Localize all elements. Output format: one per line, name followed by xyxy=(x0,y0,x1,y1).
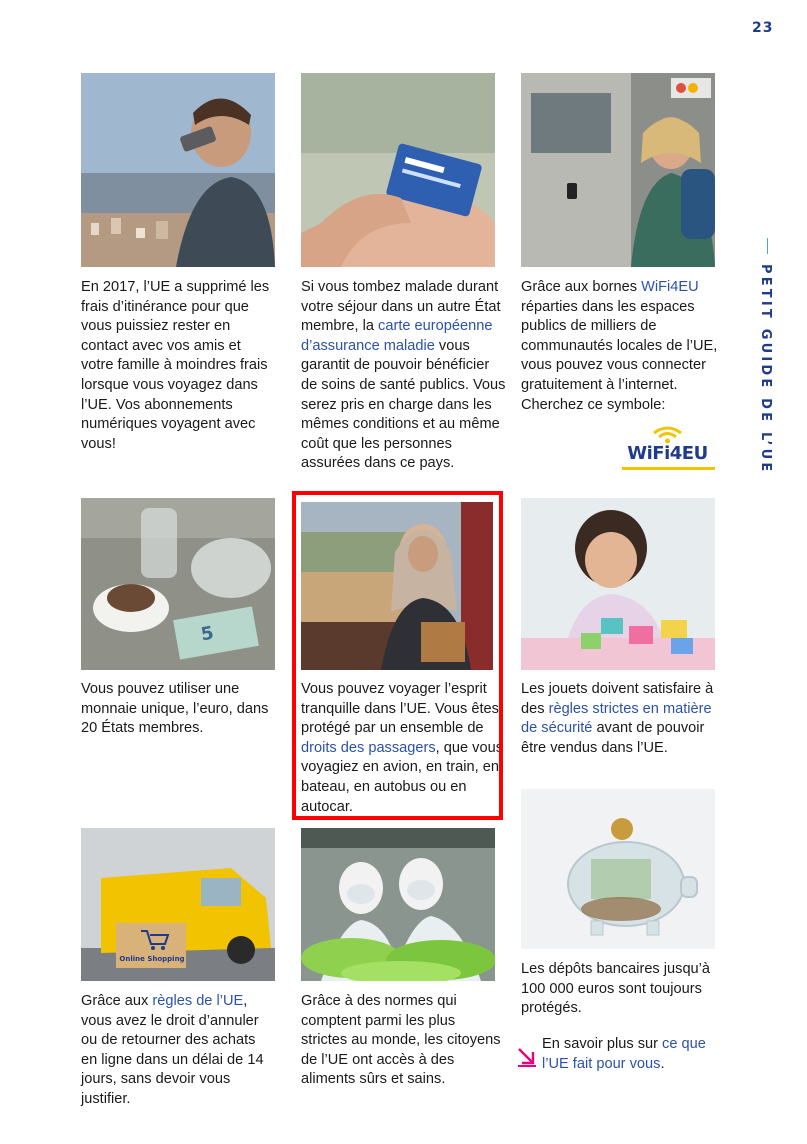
health-insurance-card-photo xyxy=(301,73,495,267)
food-text: Grâce à des normes qui comptent parmi les plus strictes au monde, les citoyens de l’UE ont accès à des aliments sûrs et sains. xyxy=(301,993,501,1088)
side-title: PETIT GUIDE DE L’UE xyxy=(758,264,773,475)
toys-text-after: avant de pouvoir être vendus dans l’UE. xyxy=(521,720,705,756)
euro-text: Vous pouvez utiliser une monnaie unique, l’euro, dans 20 États membres. xyxy=(81,681,269,737)
coffee-and-euro-note-photo xyxy=(81,498,275,670)
passengers-text-after: , que vous voyagiez en avion, en train, en bateau, en autobus ou en autocar. xyxy=(301,739,504,815)
side-title-rule xyxy=(767,238,768,254)
what-eu-does-link[interactable]: ce que l’UE fait pour vous xyxy=(542,1036,706,1072)
shopping-text xyxy=(81,992,273,1110)
deposits-text: Les dépôts bancaires jusqu’à 100 000 euros sont toujours protégés. xyxy=(521,961,711,1017)
wifi4eu-logo xyxy=(620,425,715,470)
woman-with-phone-metro-photo xyxy=(521,73,715,267)
eu-rules-link[interactable]: règles de l’UE xyxy=(152,993,244,1009)
passenger-rights-link[interactable]: droits des passagers xyxy=(301,739,436,756)
shopping-text-after: , vous avez le droit d’annuler ou de retourner des achats en ligne dans un délai de 14 jours, sans devoir vous justifier. xyxy=(81,993,264,1107)
wifi-signal-icon xyxy=(620,425,715,445)
page-number: 23 xyxy=(752,20,774,36)
online-shopping-box-label: Online Shopping xyxy=(119,955,185,963)
health-text-before: Si vous tombez malade durant votre séjour dans un autre État membre, la xyxy=(301,279,501,335)
wifi-text xyxy=(521,278,721,415)
health-text xyxy=(301,278,509,474)
wifi-text-after: réparties dans les espaces publics de milliers de communautés locales de l’UE, vous pouvez vous connecter gratuitement à l’internet. Cherchez ce symbole: xyxy=(521,298,718,413)
wifi4eu-link[interactable]: WiFi4EU xyxy=(641,279,699,295)
food-lab-photo xyxy=(301,828,495,981)
child-playing-toys-photo xyxy=(521,498,715,670)
more-info-text xyxy=(542,1035,722,1074)
toys-text-before: Les jouets doivent satisfaire à des xyxy=(521,681,714,717)
wifi-text-before: Grâce aux bornes xyxy=(521,279,642,295)
health-text-after: vous garantit de pouvoir bénéficier de soins de santé publics. Vous serez pris en charge dans les mêmes conditions et au même coût que les personnes assurées dans ce pays. xyxy=(301,337,506,472)
more-info-before: En savoir plus sur xyxy=(542,1036,663,1052)
man-on-phone-photo xyxy=(81,73,275,267)
health-card-link[interactable]: carte européenne d’assurance maladie xyxy=(301,318,493,354)
passengers-text-before: Vous pouvez voyager l’esprit tranquille dans l’UE. Vous êtes protégé par un ensemble de xyxy=(301,681,499,737)
wifi4eu-logo-text: WiFi4EU xyxy=(627,443,708,464)
wifi4eu-logo-underline xyxy=(622,467,715,470)
more-info-after: . xyxy=(660,1055,665,1072)
svg-text:5: 5 xyxy=(199,622,216,646)
toys-text xyxy=(521,680,717,758)
shopping-text-before: Grâce aux xyxy=(81,993,153,1009)
highlight-box xyxy=(292,491,503,820)
piggy-bank-photo xyxy=(521,789,715,949)
roaming-text: En 2017, l’UE a supprimé les frais d’itinérance pour que vous puissiez rester en contact avec vos amis et votre famille à moindres frais lorsque vous voyagez dans l’UE. Vos abonnements numériques voyagent avec vous! xyxy=(81,279,270,452)
arrow-down-right-icon xyxy=(516,1046,538,1068)
delivery-van-photo xyxy=(81,828,275,981)
toy-safety-rules-link[interactable]: règles strictes en matière de sécurité xyxy=(521,700,712,737)
